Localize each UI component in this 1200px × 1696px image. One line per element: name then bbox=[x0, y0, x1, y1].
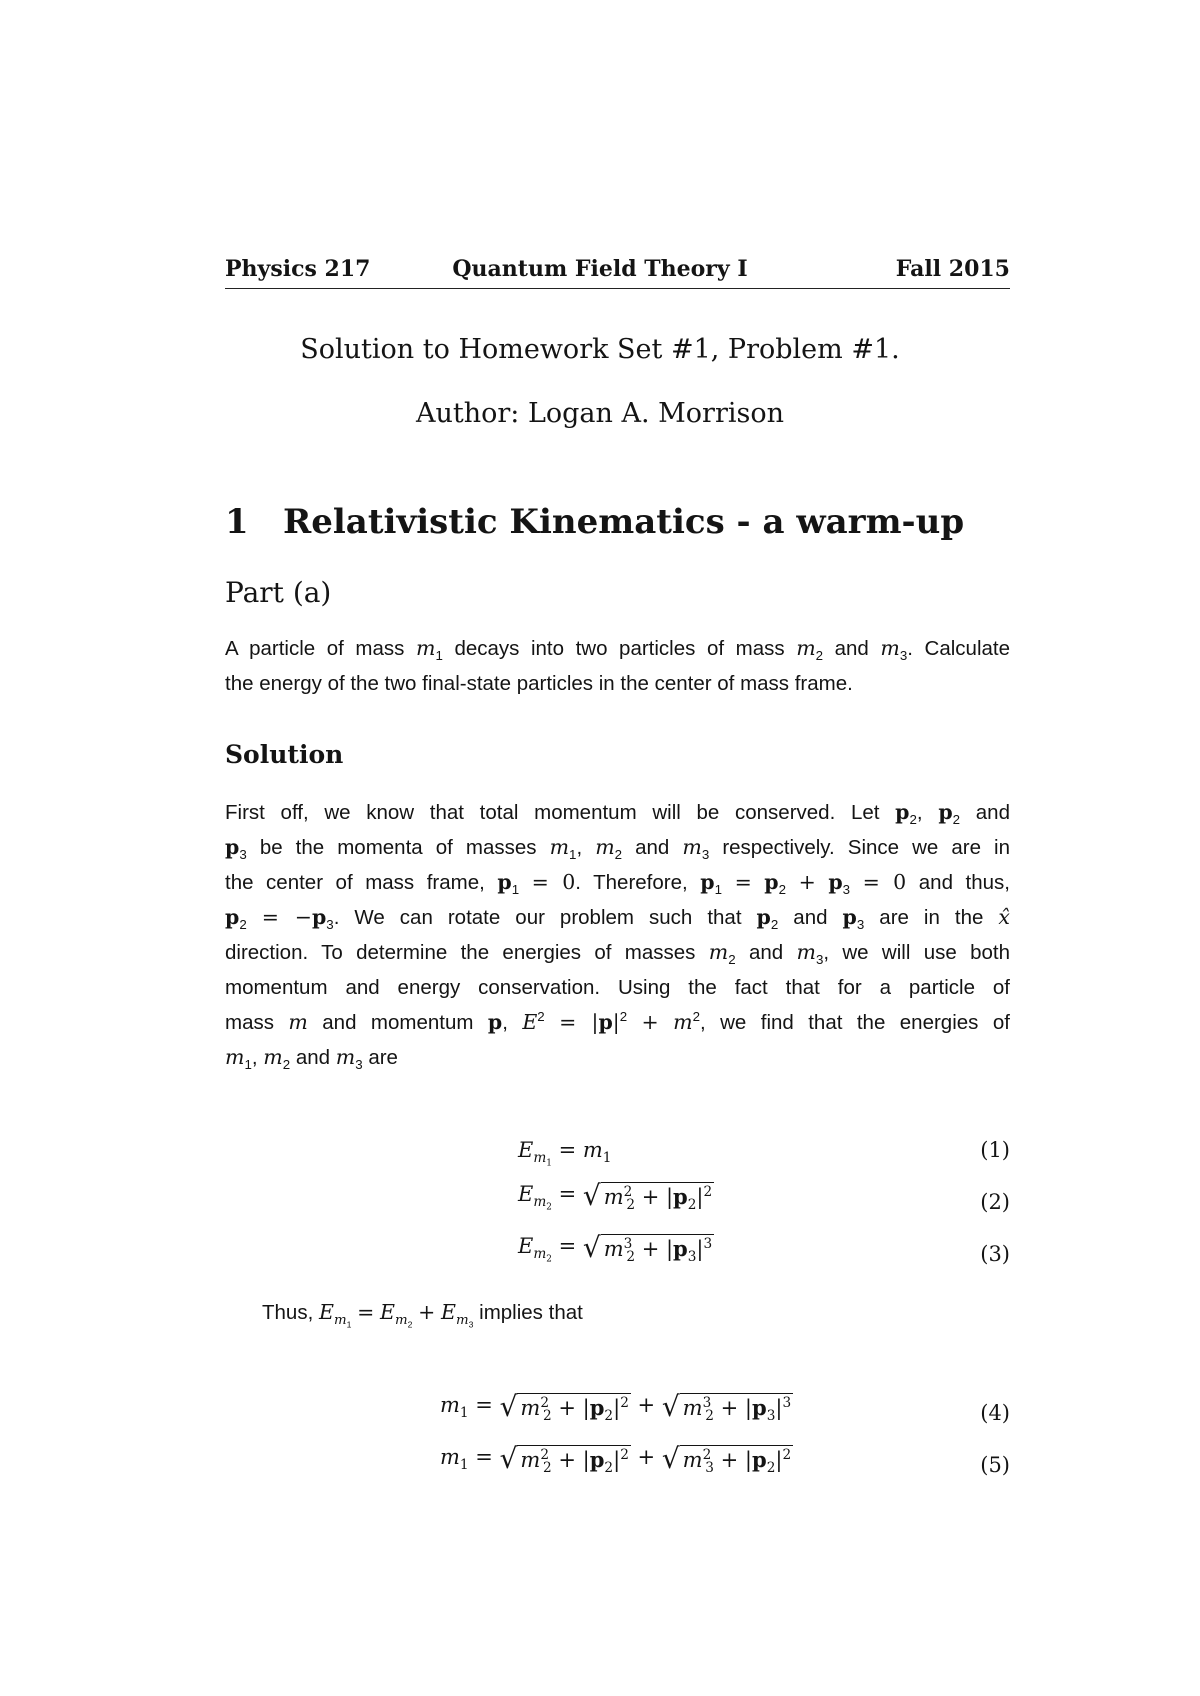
equation-number-5: (5) bbox=[980, 1453, 1010, 1477]
thus-line: Thus, $E_{m_1} = E_{m_2} + E_{m_3}$ implies that bbox=[262, 1300, 583, 1330]
solution-line-1: First off, we know that total momentum will be conserved. Let $p_2$, $p_2$ and bbox=[225, 800, 1010, 828]
course-title: Quantum Field Theory I bbox=[452, 256, 748, 282]
problem-statement bbox=[225, 631, 1010, 701]
equation-number-1: (1) bbox=[980, 1138, 1010, 1162]
equation-number-4: (4) bbox=[980, 1401, 1010, 1425]
term-label: Fall 2015 bbox=[895, 256, 1010, 282]
problem-line-1: A particle of mass $m_1$ decays into two particles of mass $m_2$ and $m_3$. Calculate bbox=[225, 636, 1011, 664]
solution-heading: Solution bbox=[225, 740, 344, 769]
solution-line-3: the center of mass frame, $p_1 = 0$. Therefore, $p_1 = p_2 + p_3 = 0$ and thus, bbox=[225, 870, 1010, 898]
solution-line-7: mass m and momentum p, $E^2 = |p|^2 + m^2$, we find that the energies of bbox=[225, 1009, 1010, 1034]
section-heading bbox=[225, 502, 964, 542]
equation-number-3: (3) bbox=[980, 1242, 1010, 1266]
header-rule bbox=[225, 288, 1010, 289]
equation-4: $m_1$ = √ $m^2_2 + |p_2|^2$ + √ $m^3_2 + |p_3|^3$ bbox=[440, 1390, 792, 1425]
solution-paragraph bbox=[225, 795, 1010, 1075]
equation-number-2: (2) bbox=[980, 1190, 1010, 1214]
solution-line-2: $p_3$ be the momenta of masses $m_1$, $m_2$ and $m_3$ respectively. Since we are in bbox=[225, 835, 1011, 863]
problem-line-2: the energy of the two final-state particles in the center of mass frame. bbox=[225, 672, 853, 695]
author-line: Author: Logan A. Morrison bbox=[415, 398, 785, 429]
equation-2: $E_{m_2}$ = √ $m^2_2 + |p_2|^2$ bbox=[518, 1179, 713, 1214]
section-number: 1 bbox=[225, 502, 249, 542]
equation-3: $E_{m_2}$ = √ $m^3_2 + |p_3|^3$ bbox=[518, 1231, 713, 1266]
section-title: Relativistic Kinematics - a warm-up bbox=[283, 502, 965, 542]
document-title: Solution to Homework Set #1, Problem #1. bbox=[300, 334, 900, 365]
course-label: Physics 217 bbox=[225, 256, 371, 282]
equation-5: $m_1$ = √ $m^2_2 + |p_2|^2$ + √ $m^2_3 + |p_2|^2$ bbox=[440, 1442, 792, 1477]
solution-line-6: momentum and energy conservation. Using the fact that for a particle of bbox=[225, 976, 1010, 999]
part-heading: Part (a) bbox=[225, 576, 332, 609]
equation-1: $E_{m_1} = m_1$ bbox=[518, 1138, 612, 1169]
solution-line-4: $p_2 = -p_3$. We can rotate our problem such that $p_2$ and $p_3$ are in the x̂ bbox=[225, 905, 1010, 933]
solution-line-5: direction. To determine the energies of masses $m_2$ and $m_3$, we will use both bbox=[225, 940, 1010, 968]
solution-line-8: $m_1$, $m_2$ and $m_3$ are bbox=[225, 1045, 398, 1073]
